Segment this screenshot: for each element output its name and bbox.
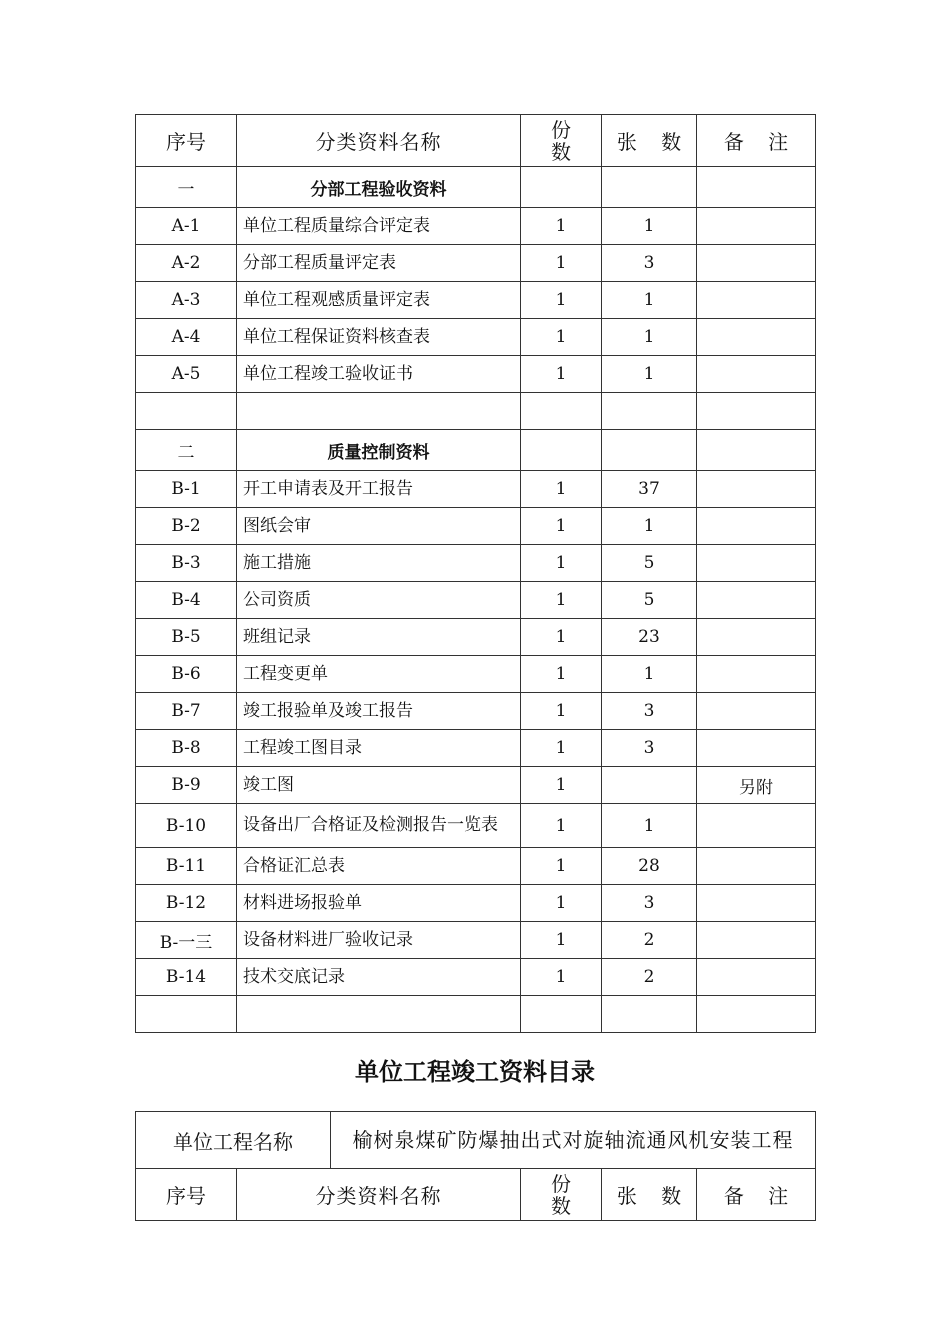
section-pages [602,167,697,208]
row-remarks [697,804,816,848]
row-pages: 1 [602,208,697,245]
doc-title: 单位工程竣工资料目录 [355,1058,595,1086]
row-pages: 2 [602,922,697,959]
row-id: B-一三 [136,922,237,959]
table-row [136,282,816,319]
project-table [135,1111,816,1169]
table-row [136,767,816,804]
table-row [136,208,816,245]
row-copies: 1 [521,471,602,508]
row-name: 单位工程保证资料核查表 [237,319,521,356]
catalog-header-table [135,1168,816,1221]
row-remarks [697,959,816,996]
header-pages: 张 数 [602,1169,697,1221]
header-name: 分类资料名称 [237,115,521,167]
section-remarks [697,167,816,208]
blank-cell [237,996,521,1033]
row-pages: 3 [602,693,697,730]
header-row [136,115,816,167]
section-copies [521,167,602,208]
row-id: B-1 [136,471,237,508]
row-id: B-4 [136,582,237,619]
table-row [136,619,816,656]
row-name: 施工措施 [237,545,521,582]
row-id: B-11 [136,848,237,885]
row-pages [602,767,697,804]
row-remarks [697,508,816,545]
row-pages: 37 [602,471,697,508]
row-remarks [697,922,816,959]
row-name: 工程竣工图目录 [237,730,521,767]
row-pages: 3 [602,245,697,282]
row-id: B-2 [136,508,237,545]
row-id: B-3 [136,545,237,582]
row-copies: 1 [521,619,602,656]
row-remarks [697,356,816,393]
row-id: B-6 [136,656,237,693]
header-seq: 序号 [136,115,237,167]
row-remarks [697,245,816,282]
row-copies: 1 [521,508,602,545]
row-name: 材料进场报验单 [237,885,521,922]
table-row [136,730,816,767]
row-name: 技术交底记录 [237,959,521,996]
row-name: 图纸会审 [237,508,521,545]
row-id: B-7 [136,693,237,730]
section-pages [602,430,697,471]
table-row [136,545,816,582]
row-name: 开工申请表及开工报告 [237,471,521,508]
row-name: 设备材料进厂验收记录 [237,922,521,959]
row-id: B-8 [136,730,237,767]
project-label: 单位工程名称 [136,1112,331,1169]
row-pages: 1 [602,282,697,319]
blank-cell [521,996,602,1033]
row-name: 分部工程质量评定表 [237,245,521,282]
blank-cell [521,393,602,430]
row-remarks [697,693,816,730]
blank-cell [697,393,816,430]
section-row [136,167,816,208]
row-name: 合格证汇总表 [237,848,521,885]
blank-cell [602,996,697,1033]
header-row-2 [136,1169,816,1221]
row-name: 工程变更单 [237,656,521,693]
row-name: 设备出厂合格证及检测报告一览表 [237,804,521,848]
row-pages: 23 [602,619,697,656]
row-remarks [697,471,816,508]
table-row [136,471,816,508]
table-row [136,656,816,693]
row-pages: 1 [602,656,697,693]
table-row [136,848,816,885]
row-remarks [697,582,816,619]
row-copies: 1 [521,885,602,922]
blank-cell [136,393,237,430]
table-row [136,245,816,282]
row-copies: 1 [521,282,602,319]
row-pages: 2 [602,959,697,996]
section-copies [521,430,602,471]
table-row [136,693,816,730]
blank-cell [237,393,521,430]
row-copies: 1 [521,245,602,282]
table-row [136,959,816,996]
table-row [136,319,816,356]
row-id: A-3 [136,282,237,319]
header-copies: 份数 [521,1169,602,1221]
row-name: 单位工程竣工验收证书 [237,356,521,393]
row-name: 竣工图 [237,767,521,804]
row-pages: 5 [602,545,697,582]
row-pages: 1 [602,356,697,393]
row-copies: 1 [521,208,602,245]
row-remarks [697,282,816,319]
row-copies: 1 [521,730,602,767]
blank-cell [602,393,697,430]
blank-row [136,393,816,430]
row-id: B-14 [136,959,237,996]
table-row [136,922,816,959]
section-title: 分部工程验收资料 [237,167,521,208]
row-id: A-2 [136,245,237,282]
row-name: 单位工程观感质量评定表 [237,282,521,319]
row-copies: 1 [521,656,602,693]
row-id: B-12 [136,885,237,922]
table-row [136,508,816,545]
row-remarks [697,208,816,245]
row-id: A-4 [136,319,237,356]
catalog-table [135,114,816,1033]
row-pages: 1 [602,319,697,356]
row-remarks [697,656,816,693]
table-row [136,356,816,393]
row-pages: 1 [602,804,697,848]
row-pages: 3 [602,885,697,922]
row-id: B-5 [136,619,237,656]
row-pages: 3 [602,730,697,767]
row-remarks [697,848,816,885]
header-remarks: 备 注 [697,1169,816,1221]
row-name: 公司资质 [237,582,521,619]
row-copies: 1 [521,356,602,393]
header-copies: 份数 [521,115,602,167]
table-row [136,804,816,848]
row-remarks [697,730,816,767]
row-copies: 1 [521,693,602,730]
row-id: B-10 [136,804,237,848]
row-remarks: 另附 [697,767,816,804]
row-copies: 1 [521,582,602,619]
row-remarks [697,319,816,356]
blank-cell [697,996,816,1033]
table-row [136,582,816,619]
row-name: 班组记录 [237,619,521,656]
row-id: A-1 [136,208,237,245]
blank-cell [136,996,237,1033]
row-remarks [697,885,816,922]
row-remarks [697,545,816,582]
header-pages: 张 数 [602,115,697,167]
row-pages: 1 [602,508,697,545]
row-id: A-5 [136,356,237,393]
row-id: B-9 [136,767,237,804]
row-name: 竣工报验单及竣工报告 [237,693,521,730]
header-name: 分类资料名称 [237,1169,521,1221]
row-copies: 1 [521,545,602,582]
project-row [136,1112,816,1169]
row-copies: 1 [521,922,602,959]
header-seq: 序号 [136,1169,237,1221]
header-remarks: 备 注 [697,115,816,167]
section-number: 一 [136,167,237,208]
section-remarks [697,430,816,471]
row-copies: 1 [521,767,602,804]
row-pages: 5 [602,582,697,619]
table-row [136,885,816,922]
row-name: 单位工程质量综合评定表 [237,208,521,245]
row-copies: 1 [521,319,602,356]
row-copies: 1 [521,848,602,885]
section-title: 质量控制资料 [237,430,521,471]
blank-row [136,996,816,1033]
project-name: 榆树泉煤矿防爆抽出式对旋轴流通风机安装工程 [331,1112,816,1169]
section-row [136,430,816,471]
row-copies: 1 [521,804,602,848]
row-remarks [697,619,816,656]
row-copies: 1 [521,959,602,996]
section-number: 二 [136,430,237,471]
row-pages: 28 [602,848,697,885]
